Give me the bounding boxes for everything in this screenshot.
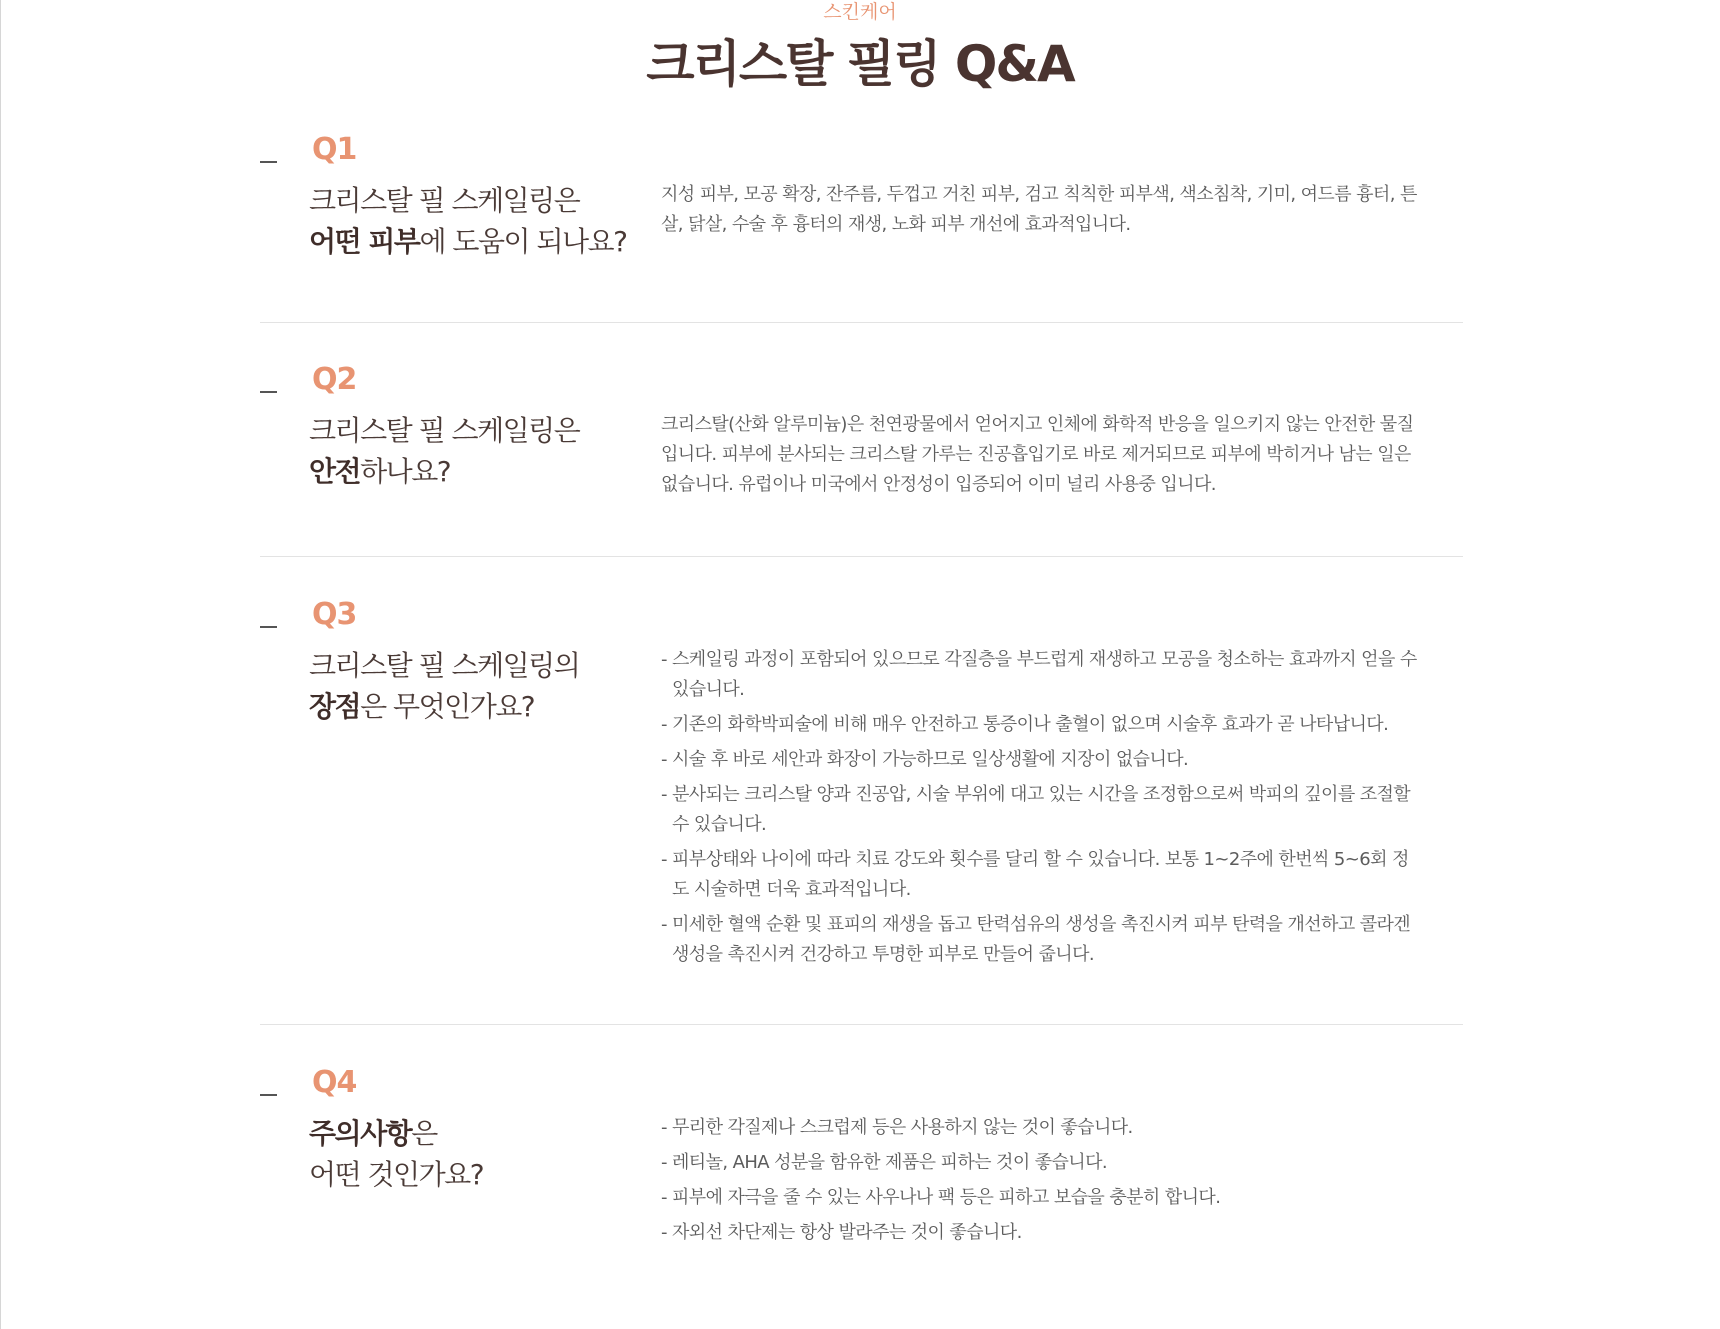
question-line	[309, 221, 639, 262]
dash-icon	[260, 626, 277, 628]
answer-list	[661, 645, 1421, 975]
question-line	[309, 1113, 639, 1154]
bullet-dash: -	[661, 1222, 667, 1243]
answer-text: 지성 피부, 모공 확장, 잔주름, 두껍고 거친 피부, 검고 칙칙한 피부색, 색소침착, 기미, 여드름 흉터, 튼살, 닭살, 수술 후 흉터의 재생, 노화 피부 개선에 효과적입니다.	[661, 184, 1417, 235]
list-item-text: 자외선 차단제는 항상 발라주는 것이 좋습니다.	[672, 1222, 1022, 1243]
list-item-text: 시술 후 바로 세안과 화장이 가능하므로 일상생활에 지장이 없습니다.	[672, 749, 1189, 770]
bullet-dash: -	[661, 749, 667, 770]
question-emphasis: 주의사항	[309, 1117, 412, 1150]
list-item-text: 피부상태와 나이에 따라 치료 강도와 횟수를 달리 할 수 있습니다. 보통 1~2주에 한번씩 5~6회 정도 시술하면 더욱 효과적입니다.	[672, 849, 1409, 900]
question-number: Q3	[312, 597, 357, 632]
list-item	[661, 910, 1421, 970]
question-text	[309, 410, 639, 492]
question-line: 크리스탈 필 스케일링은	[309, 184, 580, 217]
bullet-dash: -	[661, 849, 667, 870]
bullet-dash: -	[661, 914, 667, 935]
list-item-text: 기존의 화학박피술에 비해 매우 안전하고 통증이나 출혈이 없으며 시술후 효과가 곧 나타납니다.	[672, 714, 1389, 735]
answer-text: 크리스탈(산화 알루미늄)은 천연광물에서 얻어지고 인체에 화학적 반응을 일으키지 않는 안전한 물질입니다. 피부에 분사되는 크리스탈 가루는 진공흡입기로 바로 제거되므로 피부에 박히거나 남는 일은 없습니다. 유럽이나 미국에서 안정성이 입증되어 이미 널리 사용중 입니다.	[661, 414, 1414, 495]
qa-divider	[260, 556, 1463, 557]
qa-item-3	[260, 595, 1463, 1015]
question-rest: 은 무엇인가요?	[360, 690, 535, 723]
list-item-text: 분사되는 크리스탈 양과 진공압, 시술 부위에 대고 있는 시간을 조정함으로써 박피의 깊이를 조절할 수 있습니다.	[672, 784, 1411, 835]
question-line: 크리스탈 필 스케일링의	[309, 649, 580, 682]
question-line	[309, 451, 639, 492]
question-emphasis: 장점	[309, 690, 361, 723]
question-number: Q2	[312, 362, 357, 397]
list-item	[661, 780, 1421, 840]
question-text	[309, 1113, 639, 1195]
dash-icon	[260, 161, 277, 163]
bullet-dash: -	[661, 714, 667, 735]
qa-item-2	[260, 360, 1463, 555]
question-rest: 하나요?	[360, 455, 451, 488]
qa-divider	[260, 1024, 1463, 1025]
dash-icon	[260, 1094, 277, 1096]
dash-icon	[260, 391, 277, 393]
question-emphasis: 어떤 피부	[309, 225, 420, 258]
list-item-text: 스케일링 과정이 포함되어 있으므로 각질층을 부드럽게 재생하고 모공을 청소하는 효과까지 얻을 수 있습니다.	[672, 649, 1417, 700]
bullet-dash: -	[661, 1152, 667, 1173]
question-line	[309, 686, 639, 727]
qa-divider	[260, 322, 1463, 323]
list-item-text: 미세한 혈액 순환 및 표피의 재생을 돕고 탄력섬유의 생성을 촉진시켜 피부 탄력을 개선하고 콜라겐 생성을 촉진시켜 건강하고 투명한 피부로 만들어 줍니다.	[672, 914, 1411, 965]
qa-item-4	[260, 1063, 1463, 1283]
question-rest: 은	[411, 1117, 437, 1150]
list-item	[661, 1113, 1421, 1143]
bullet-dash: -	[661, 784, 667, 805]
question-number: Q4	[312, 1065, 357, 1100]
qa-item-1	[260, 130, 1463, 325]
list-item	[661, 845, 1421, 905]
question-number: Q1	[312, 132, 357, 167]
list-item-text: 레티놀, AHA 성분을 함유한 제품은 피하는 것이 좋습니다.	[672, 1152, 1108, 1173]
question-emphasis: 안전	[309, 455, 361, 488]
page-left-border	[0, 0, 1, 1329]
question-line: 어떤 것인가요?	[309, 1158, 484, 1191]
list-item	[661, 1218, 1421, 1248]
bullet-dash: -	[661, 649, 667, 670]
list-item-text: 피부에 자극을 줄 수 있는 사우나나 팩 등은 피하고 보습을 충분히 합니다.	[672, 1187, 1221, 1208]
question-text	[309, 645, 639, 727]
question-text	[309, 180, 639, 262]
answer-list	[661, 1113, 1421, 1253]
question-line: 크리스탈 필 스케일링은	[309, 414, 580, 447]
page-title: 크리스탈 필링 Q&A	[646, 35, 1074, 93]
bullet-dash: -	[661, 1187, 667, 1208]
list-item-text: 무리한 각질제나 스크럽제 등은 사용하지 않는 것이 좋습니다.	[672, 1117, 1133, 1138]
question-rest: 에 도움이 되나요?	[419, 225, 627, 258]
list-item	[661, 1148, 1421, 1178]
bullet-dash: -	[661, 1117, 667, 1138]
list-item	[661, 745, 1421, 775]
section-eyebrow: 스킨케어	[823, 1, 897, 23]
list-item	[661, 645, 1421, 705]
list-item	[661, 710, 1421, 740]
list-item	[661, 1183, 1421, 1213]
